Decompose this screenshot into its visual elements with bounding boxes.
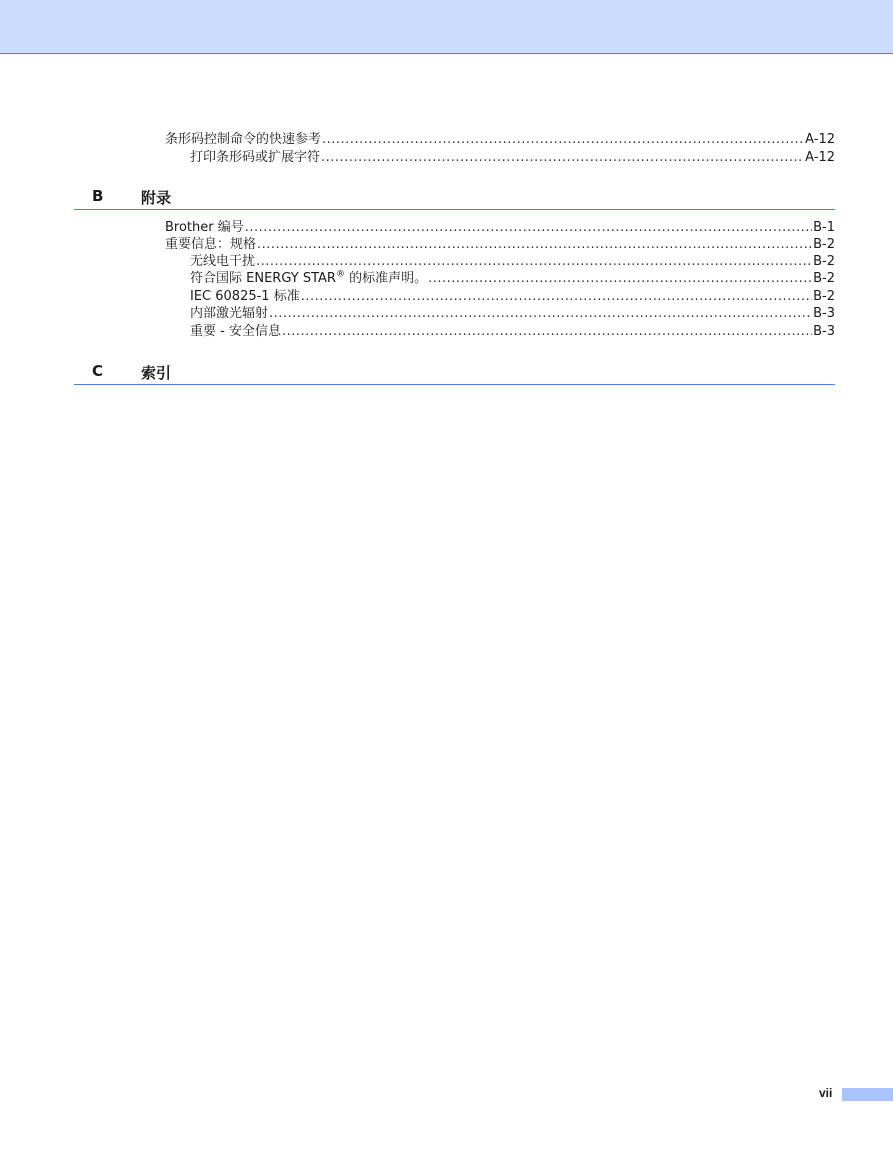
- toc-entry-page: B-2: [813, 271, 835, 286]
- toc-entry-page: B-1: [813, 220, 835, 235]
- toc-entry-page: B-2: [813, 237, 835, 252]
- section-title: 索引: [141, 364, 172, 382]
- toc-entry[interactable]: [165, 219, 835, 237]
- page-header-band: [0, 0, 893, 54]
- toc-dot-leader: [257, 236, 812, 254]
- toc-entry-label: 无线电干扰: [190, 254, 256, 269]
- toc-dot-leader: [321, 149, 804, 167]
- toc-entry-label: 重要信息：规格: [165, 237, 257, 252]
- toc-entry-label: [190, 270, 427, 288]
- toc-entry-label: Brother 编号: [165, 220, 244, 235]
- toc-dot-leader: [322, 131, 804, 149]
- toc-entry-label: 条形码控制命令的快速参考: [165, 132, 322, 147]
- toc-entry[interactable]: [190, 288, 835, 306]
- section-heading-c: [74, 358, 835, 385]
- section-letter: B: [92, 187, 104, 205]
- toc-entry[interactable]: [190, 270, 835, 288]
- toc-entry-label-suffix: 的标准声明。: [344, 271, 428, 286]
- toc-dot-leader: [269, 305, 812, 323]
- registered-mark: ®: [335, 269, 345, 280]
- page-number-tab: [842, 1088, 893, 1101]
- toc-entry[interactable]: [165, 131, 835, 149]
- toc-dot-leader: [428, 270, 812, 288]
- toc-entry-label: 重要 - 安全信息: [190, 324, 281, 339]
- toc-entry[interactable]: [190, 149, 835, 167]
- toc-entry[interactable]: [190, 305, 835, 323]
- section-letter: C: [92, 362, 104, 380]
- toc-dot-leader: [256, 253, 812, 271]
- toc-entry-page: A-12: [805, 132, 835, 147]
- toc-entry[interactable]: [190, 253, 835, 271]
- page-number: vii: [819, 1086, 833, 1100]
- toc-entry[interactable]: [190, 323, 835, 341]
- toc-entry-page: A-12: [805, 150, 835, 165]
- toc-dot-leader: [282, 323, 812, 341]
- toc-entry-label-prefix: 符合国际 ENERGY STAR: [190, 271, 336, 286]
- toc-entry-page: B-3: [813, 324, 835, 339]
- toc-entry-label: 内部激光辐射: [190, 306, 269, 321]
- toc-entry-page: B-2: [813, 254, 835, 269]
- toc-entry-label: IEC 60825-1 标准: [190, 289, 300, 304]
- toc-entry[interactable]: [165, 236, 835, 254]
- section-heading-b: [74, 183, 835, 210]
- section-title: 附录: [141, 189, 172, 207]
- toc-dot-leader: [301, 288, 812, 306]
- toc-dot-leader: [245, 219, 812, 237]
- toc-entry-page: B-3: [813, 306, 835, 321]
- toc-entry-page: B-2: [813, 289, 835, 304]
- toc-entry-label: 打印条形码或扩展字符: [190, 150, 321, 165]
